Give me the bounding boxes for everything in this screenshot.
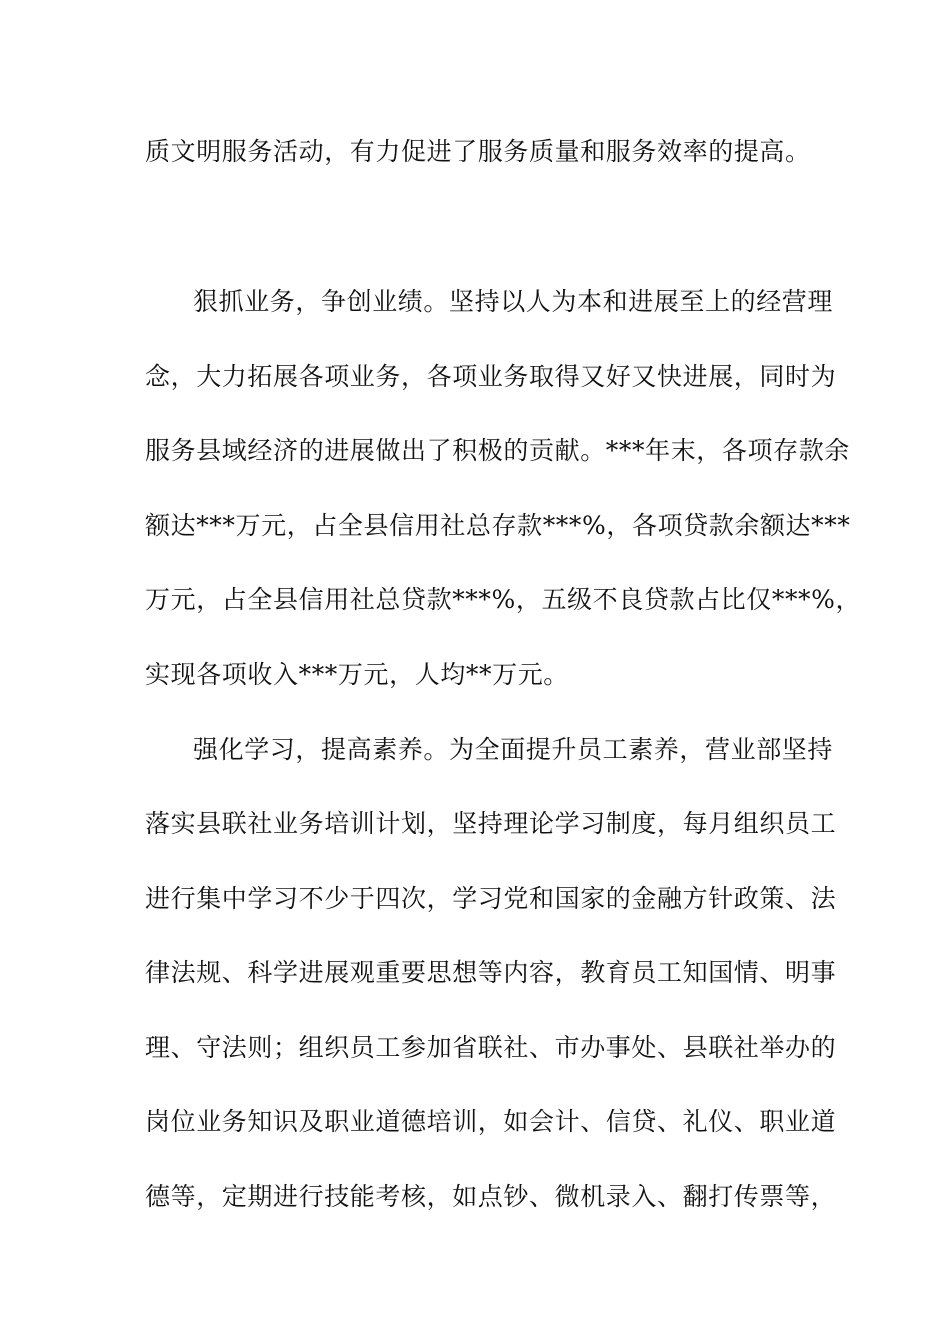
paragraph-first-line: 狠抓业务，争创业绩。坚持以人为本和进展至上的经营理 (193, 287, 834, 316)
text-line: 岗位业务知识及职业道德培训，如会计、信贷、礼仪、职业道 (145, 1107, 837, 1136)
text-line: 理、守法则；组织员工参加省联社、市办事处、县联社举办的 (145, 1033, 837, 1062)
text-line: 服务县域经济的进展做出了积极的贡献。***年末，各项存款余 (145, 436, 850, 465)
text-line: 念，大力拓展各项业务，各项业务取得又好又快进展，同时为 (145, 362, 837, 391)
text-line: 万元，占全县信用社总贷款***%，五级不良贷款占比仅***%， (145, 585, 862, 614)
text-line: 额达***万元，占全县信用社总存款***%，各项贷款余额达*** (145, 511, 851, 540)
text-line: 德等，定期进行技能考核，如点钞、微机录入、翻打传票等， (145, 1182, 837, 1211)
paragraph-first-line: 强化学习，提高素养。为全面提升员工素养，营业部坚持 (193, 735, 834, 764)
text-line: 落实县联社业务培训计划，坚持理论学习制度，每月组织员工 (145, 809, 837, 838)
text-line: 进行集中学习不少于四次，学习党和国家的金融方针政策、法 (145, 884, 837, 913)
text-line: 质文明服务活动，有力促进了服务质量和服务效率的提高。 (145, 137, 811, 166)
text-line: 实现各项收入***万元，人均**万元。 (145, 660, 569, 689)
text-line: 律法规、科学进展观重要思想等内容，教育员工知国情、明事 (145, 958, 837, 987)
